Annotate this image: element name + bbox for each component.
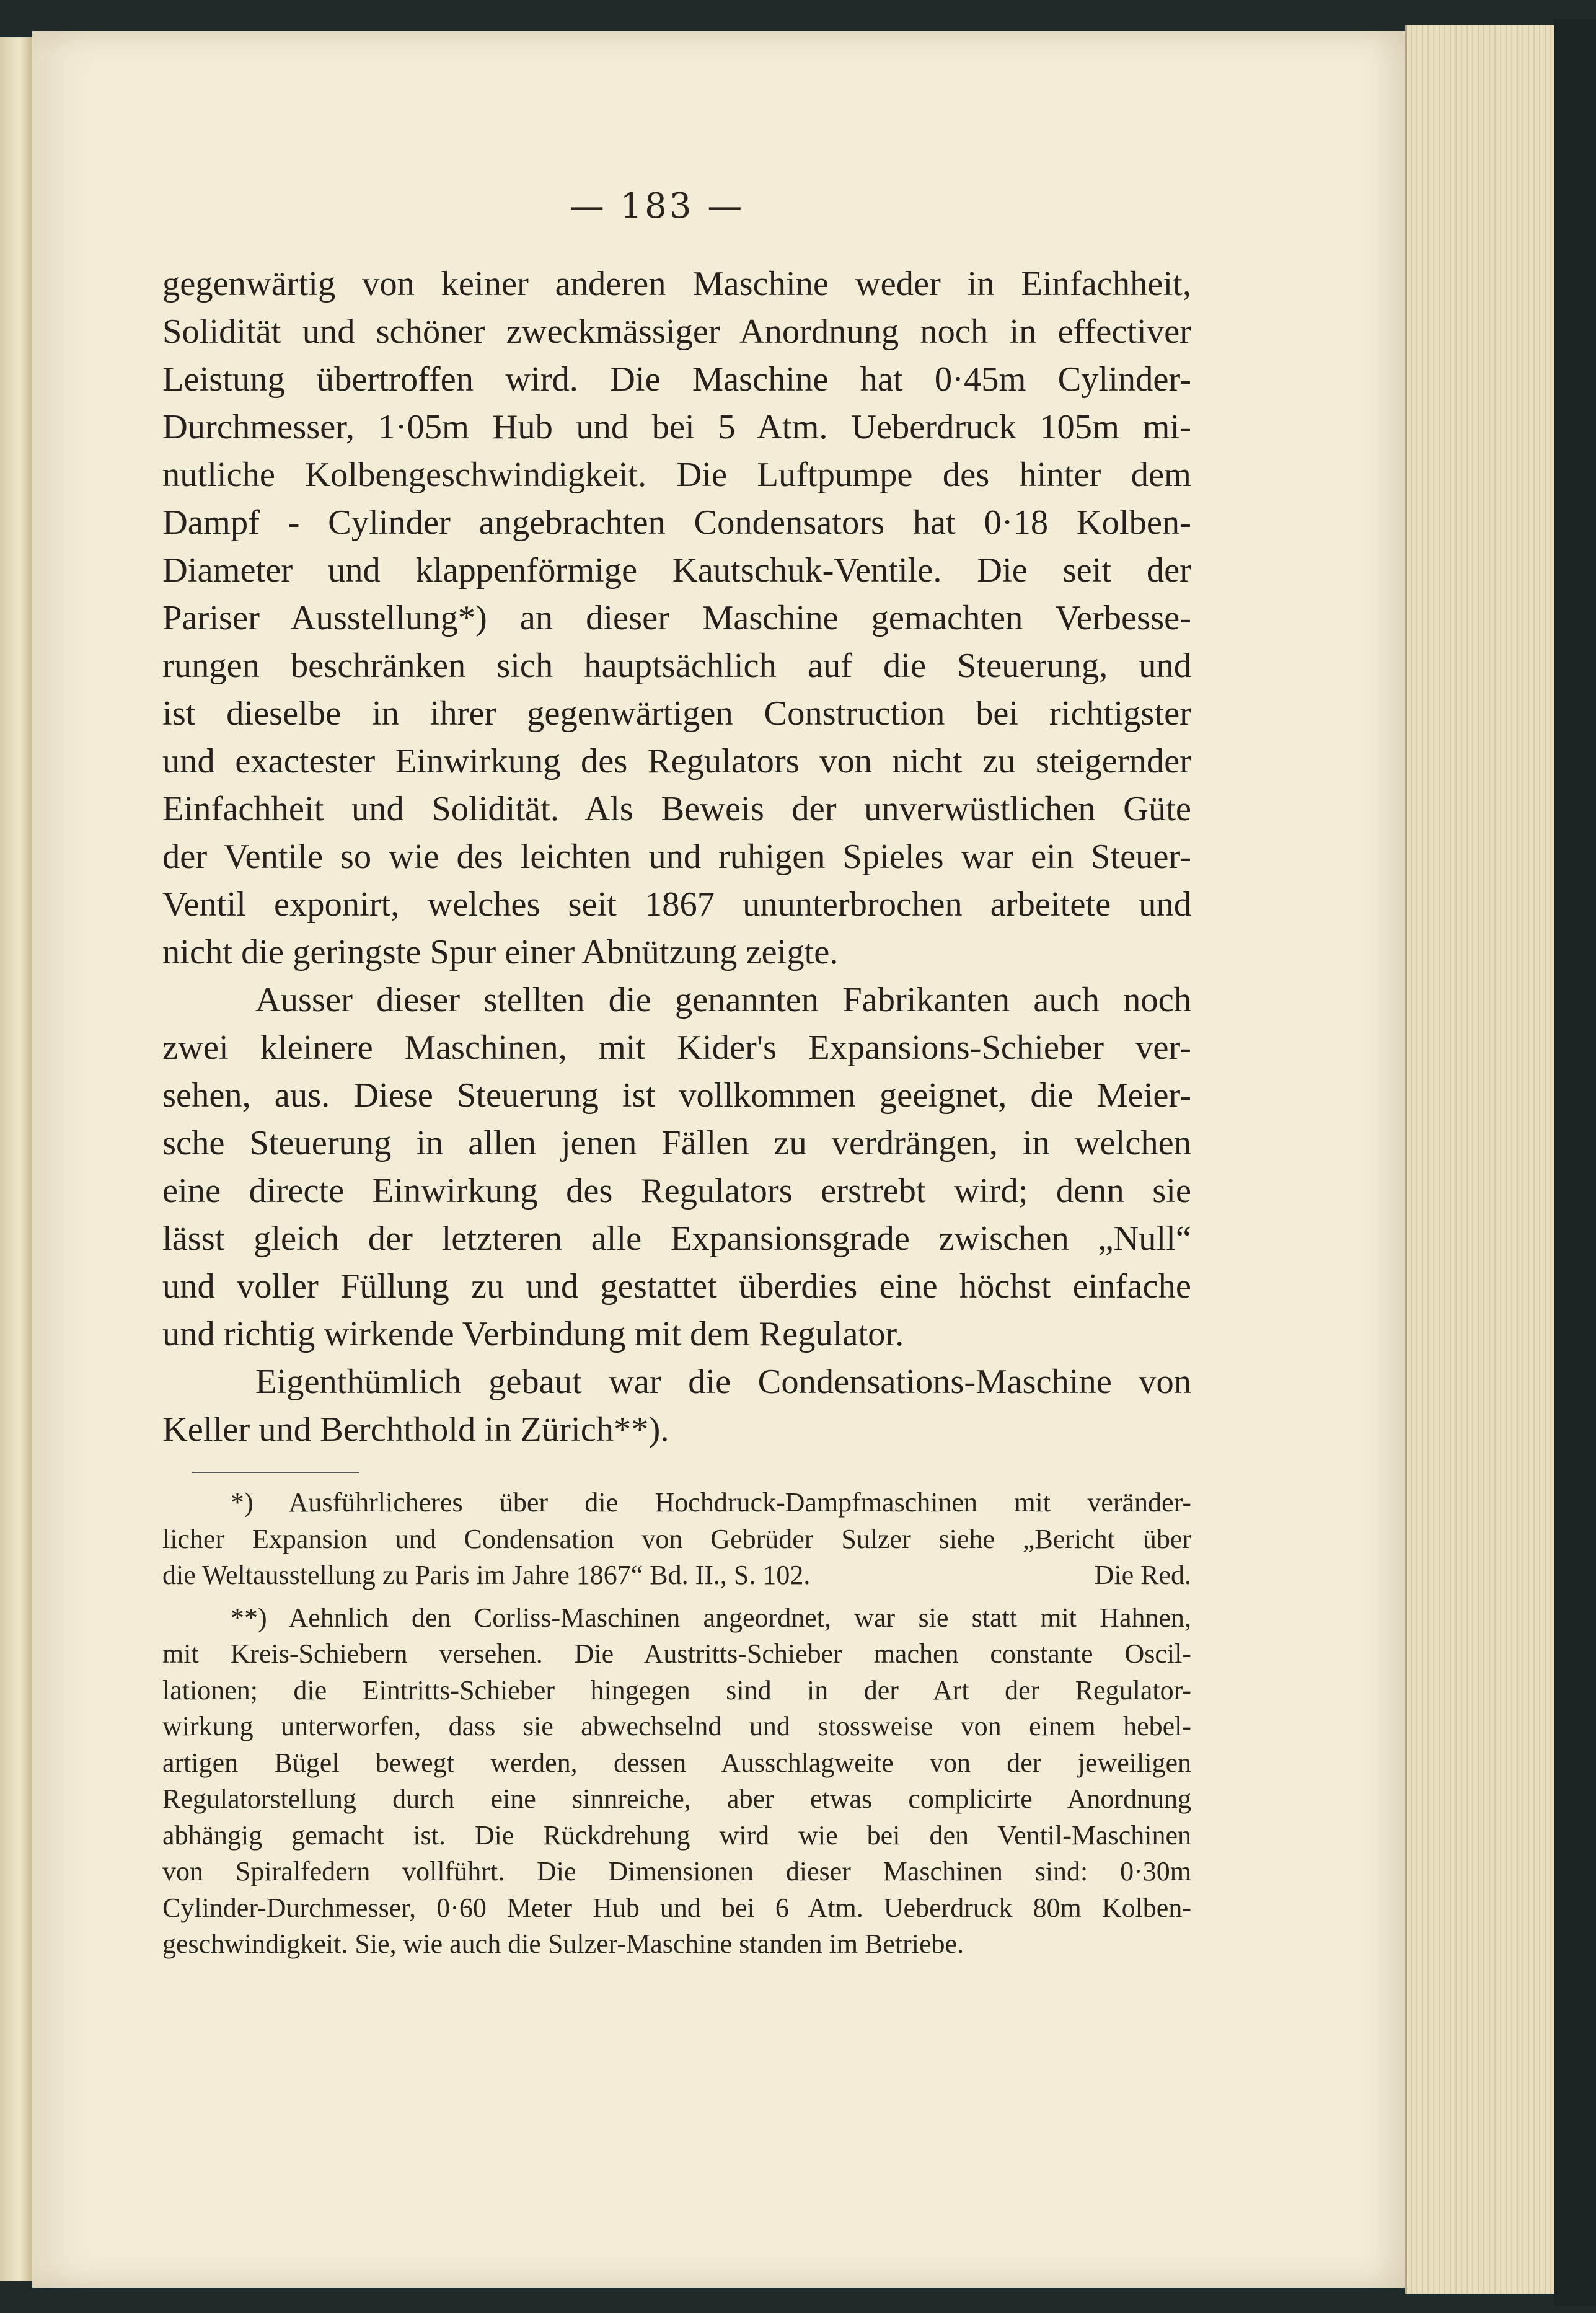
text-line: Ventil exponirt, welches seit 1867 ununterbrochen arbeitete und (162, 885, 1191, 924)
footnote-line: geschwindigkeit. Sie, wie auch die Sulzer-Maschine standen im Betriebe. (162, 1929, 964, 1959)
footnote (162, 1600, 1191, 1963)
text-line: zwei kleinere Maschinen, mit Kider's Expansions-Schieber ver- (162, 1028, 1191, 1067)
text-line: Durchmesser, 1·05m Hub und bei 5 Atm. Ueberdruck 105m mi- (162, 408, 1191, 446)
paragraph (162, 976, 1191, 1358)
text-line: sehen, aus. Diese Steuerung ist vollkommen geeignet, die Meier- (162, 1076, 1191, 1115)
text-line: Einfachheit und Solidität. Als Beweis der unverwüstlichen Güte (162, 790, 1191, 828)
paragraph (162, 260, 1191, 976)
text-line: der Ventile so wie des leichten und ruhigen Spieles war ein Steuer- (162, 838, 1191, 876)
footnote-line: von Spiralfedern vollführt. Die Dimensionen dieser Maschinen sind: 0·30m (162, 1856, 1191, 1886)
book-cover (1554, 19, 1596, 2306)
text-line: ist dieselbe in ihrer gegenwärtigen Construction bei richtigster (162, 694, 1191, 733)
footnote-line: wirkung unterworfen, dass sie abwechselnd und stossweise von einem hebel- (162, 1711, 1191, 1741)
footnote-line: licher Expansion und Condensation von Gebrüder Sulzer siehe „Bericht über (162, 1523, 1191, 1554)
text-line: Dampf - Cylinder angebrachten Condensators hat 0·18 Kolben- (162, 503, 1191, 542)
text-line: nutliche Kolbengeschwindigkeit. Die Luftpumpe des hinter dem (162, 456, 1191, 494)
left-page-edge (0, 37, 32, 2281)
text-line: sche Steuerung in allen jenen Fällen zu verdrängen, in welchen (162, 1124, 1191, 1162)
paragraph (162, 1358, 1191, 1454)
text-line: Pariser Ausstellung*) an dieser Maschine gemachten Verbesse- (162, 599, 1191, 637)
footnote-line: Regulatorstellung durch eine sinnreiche, aber etwas complicirte Anordnung (162, 1784, 1191, 1814)
text-line: Solidität und schöner zweckmässiger Anordnung noch in effectiver (162, 312, 1191, 351)
footnotes (162, 1485, 1191, 1969)
text-line: gegenwärtig von keiner anderen Maschine weder in Einfachheit, (162, 265, 1191, 303)
text-line: Ausser dieser stellten die genannten Fabrikanten auch noch (255, 981, 1191, 1019)
page-number: — 183 — (569, 186, 745, 226)
text-line: nicht die geringste Spur einer Abnützung zeigte. (162, 933, 839, 971)
text-line: rungen beschränken sich hauptsächlich auf die Steuerung, und (162, 647, 1191, 685)
text-line: und voller Füllung zu und gestattet überdies eine höchst einfache (162, 1267, 1191, 1306)
footnote-line: abhängig gemacht ist. Die Rückdrehung wird wie bei den Ventil-Maschinen (162, 1820, 1191, 1851)
footnote-divider (192, 1472, 359, 1473)
footnote-line: die Weltausstellung zu Paris im Jahre 1867“ Bd. II., S. 102. (162, 1560, 811, 1590)
text-line: und exactester Einwirkung des Regulators von nicht zu steigernder (162, 742, 1191, 781)
footnote-line: artigen Bügel bewegt werden, dessen Ausschlagweite von der jeweiligen (162, 1747, 1191, 1778)
text-line: lässt gleich der letzteren alle Expansionsgrade zwischen „Null“ (162, 1219, 1191, 1258)
footnote-last-line (162, 1557, 1191, 1594)
text-line: Eigenthümlich gebaut war die Condensations-Maschine von (255, 1363, 1191, 1401)
text-line: Keller und Berchthold in Zürich**). (162, 1410, 669, 1449)
footnote-line: lationen; die Eintritts-Schieber hingegen sind in der Art der Regulator- (162, 1674, 1191, 1705)
body-text (162, 260, 1191, 1454)
footnote-line: *) Ausführlicheres über die Hochdruck-Dampfmaschinen mit veränder- (231, 1487, 1191, 1518)
footnote-line: **) Aehnlich den Corliss-Maschinen angeordnet, war sie statt mit Hahnen, (231, 1602, 1191, 1633)
text-line: Leistung übertroffen wird. Die Maschine hat 0·45m Cylinder- (162, 360, 1191, 399)
page-edges (1405, 25, 1556, 2294)
footnote (162, 1485, 1191, 1594)
text-line: und richtig wirkende Verbindung mit dem Regulator. (162, 1315, 904, 1353)
text-line: eine directe Einwirkung des Regulators erstrebt wird; denn sie (162, 1172, 1191, 1210)
footnote-line: mit Kreis-Schiebern versehen. Die Austritts-Schieber machen constante Oscil- (162, 1639, 1191, 1669)
editor-signature: Die Red. (1094, 1560, 1191, 1590)
footnote-line: Cylinder-Durchmesser, 0·60 Meter Hub und bei 6 Atm. Ueberdruck 80m Kolben- (162, 1892, 1191, 1923)
text-line: Diameter und klappenförmige Kautschuk-Ventile. Die seit der (162, 551, 1191, 590)
